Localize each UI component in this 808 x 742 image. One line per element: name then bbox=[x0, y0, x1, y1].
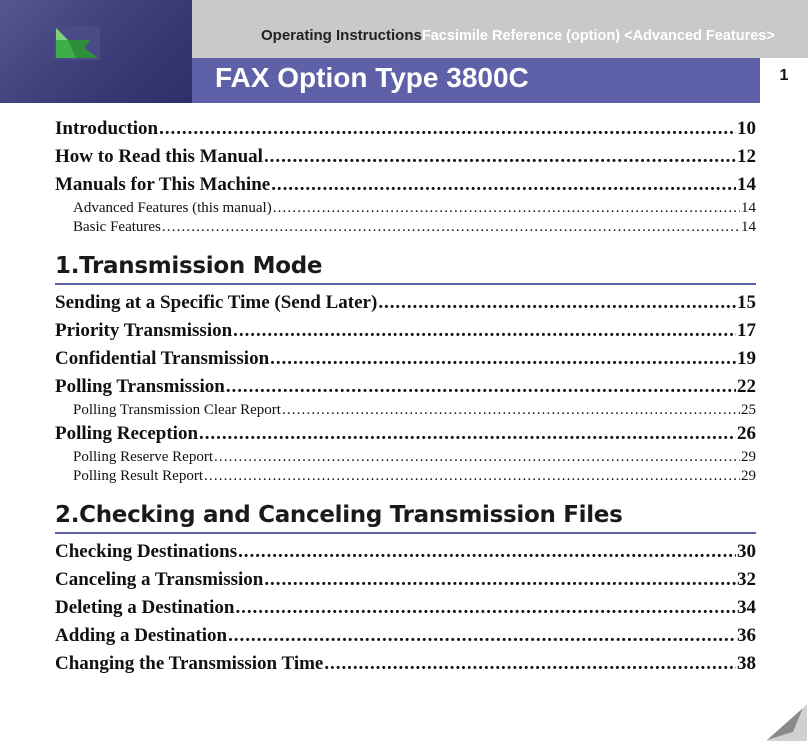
table-of-contents bbox=[55, 115, 756, 678]
toc-entry[interactable] bbox=[55, 420, 756, 448]
toc-entry[interactable] bbox=[55, 650, 756, 678]
toc-entry-page[interactable]: 17 bbox=[737, 320, 756, 341]
dot-leader bbox=[235, 594, 736, 622]
toc-entry-page[interactable]: 15 bbox=[737, 292, 756, 313]
dot-leader bbox=[238, 538, 736, 566]
toc-entry-page[interactable]: 32 bbox=[737, 569, 756, 590]
toc-entry-page[interactable]: 26 bbox=[737, 423, 756, 444]
toc-entry-page[interactable]: 36 bbox=[737, 625, 756, 646]
dot-leader bbox=[233, 317, 736, 345]
toc-entry-label[interactable]: Canceling a Transmission bbox=[55, 569, 264, 590]
operating-instructions-label: Operating Instructions bbox=[261, 27, 422, 44]
toc-entry[interactable] bbox=[55, 345, 756, 373]
dot-leader bbox=[273, 199, 740, 218]
toc-entry-label[interactable]: Checking Destinations bbox=[55, 541, 238, 562]
toc-entry-page[interactable]: 29 bbox=[741, 449, 756, 465]
dot-leader bbox=[264, 566, 736, 594]
dot-leader bbox=[324, 650, 736, 678]
toc-entry-label[interactable]: How to Read this Manual bbox=[55, 146, 263, 167]
toc-entry[interactable] bbox=[55, 115, 756, 143]
toc-entry-label[interactable]: Basic Features bbox=[73, 219, 161, 235]
toc-entry[interactable] bbox=[55, 317, 756, 345]
dot-leader bbox=[271, 171, 736, 199]
dot-leader bbox=[204, 467, 740, 486]
dot-leader bbox=[214, 448, 740, 467]
toc-subentry[interactable] bbox=[55, 448, 756, 467]
toc-entry-label[interactable]: Introduction bbox=[55, 118, 159, 139]
page-curl-icon[interactable] bbox=[763, 702, 808, 742]
toc-entry-label[interactable]: Confidential Transmission bbox=[55, 348, 270, 369]
toc-entry[interactable] bbox=[55, 622, 756, 650]
toc-entry-label[interactable]: Polling Result Report bbox=[73, 468, 204, 484]
toc-entry-label[interactable]: Changing the Transmission Time bbox=[55, 653, 324, 674]
section-heading-checking-canceling[interactable]: 2.Checking and Canceling Transmission Files bbox=[55, 498, 756, 534]
toc-entry-page[interactable]: 12 bbox=[737, 146, 756, 167]
toc-entry-page[interactable]: 14 bbox=[741, 219, 756, 235]
toc-entry-page[interactable]: 19 bbox=[737, 348, 756, 369]
toc-entry-label[interactable]: Polling Transmission bbox=[55, 376, 225, 397]
section-spacer bbox=[55, 486, 756, 498]
toc-entry-label[interactable]: Sending at a Specific Time (Send Later) bbox=[55, 292, 378, 313]
toc-entry-label[interactable]: Deleting a Destination bbox=[55, 597, 235, 618]
header-top-bar bbox=[192, 0, 808, 58]
toc-entry-page[interactable]: 22 bbox=[737, 376, 756, 397]
toc-entry-page[interactable]: 38 bbox=[737, 653, 756, 674]
dot-leader bbox=[264, 143, 736, 171]
header-logo-box bbox=[0, 0, 192, 103]
toc-entry-label[interactable]: Advanced Features (this manual) bbox=[73, 200, 272, 216]
page-number: 1 bbox=[760, 58, 808, 103]
toc-entry[interactable] bbox=[55, 289, 756, 317]
back-arrow-icon[interactable] bbox=[54, 26, 100, 60]
toc-entry-label[interactable]: Polling Transmission Clear Report bbox=[73, 402, 281, 418]
toc-entry-label[interactable]: Manuals for This Machine bbox=[55, 174, 271, 195]
toc-entry-label[interactable]: Polling Reception bbox=[55, 423, 199, 444]
toc-subentry[interactable] bbox=[55, 199, 756, 218]
toc-entry-page[interactable]: 14 bbox=[737, 174, 756, 195]
toc-entry[interactable] bbox=[55, 538, 756, 566]
toc-entry-label[interactable]: Polling Reserve Report bbox=[73, 449, 213, 465]
breadcrumb bbox=[261, 27, 775, 44]
header-title-bar bbox=[192, 58, 760, 103]
toc-subentry[interactable] bbox=[55, 218, 756, 237]
toc-entry-page[interactable]: 10 bbox=[737, 118, 756, 139]
dot-leader bbox=[226, 373, 736, 401]
dot-leader bbox=[282, 401, 740, 420]
page-title: FAX Option Type 3800C bbox=[215, 62, 529, 93]
toc-entry[interactable] bbox=[55, 594, 756, 622]
dot-leader bbox=[162, 218, 740, 237]
toc-entry[interactable] bbox=[55, 566, 756, 594]
toc-entry[interactable] bbox=[55, 171, 756, 199]
toc-entry-label[interactable]: Adding a Destination bbox=[55, 625, 228, 646]
dot-leader bbox=[270, 345, 736, 373]
toc-entry-page[interactable]: 29 bbox=[741, 468, 756, 484]
toc-entry[interactable] bbox=[55, 143, 756, 171]
section-heading-transmission-mode[interactable]: 1.Transmission Mode bbox=[55, 249, 756, 285]
dot-leader bbox=[159, 115, 736, 143]
toc-entry[interactable] bbox=[55, 373, 756, 401]
toc-entry-page[interactable]: 34 bbox=[737, 597, 756, 618]
dot-leader bbox=[199, 420, 736, 448]
dot-leader bbox=[378, 289, 736, 317]
toc-entry-page[interactable]: 30 bbox=[737, 541, 756, 562]
toc-subentry[interactable] bbox=[55, 401, 756, 420]
manual-subtitle: Facsimile Reference (option) <Advanced Features> bbox=[421, 28, 775, 44]
toc-entry-label[interactable]: Priority Transmission bbox=[55, 320, 233, 341]
toc-subentry[interactable] bbox=[55, 467, 756, 486]
toc-entry-page[interactable]: 25 bbox=[741, 402, 756, 418]
section-spacer bbox=[55, 237, 756, 249]
toc-entry-page[interactable]: 14 bbox=[741, 200, 756, 216]
dot-leader bbox=[228, 622, 736, 650]
